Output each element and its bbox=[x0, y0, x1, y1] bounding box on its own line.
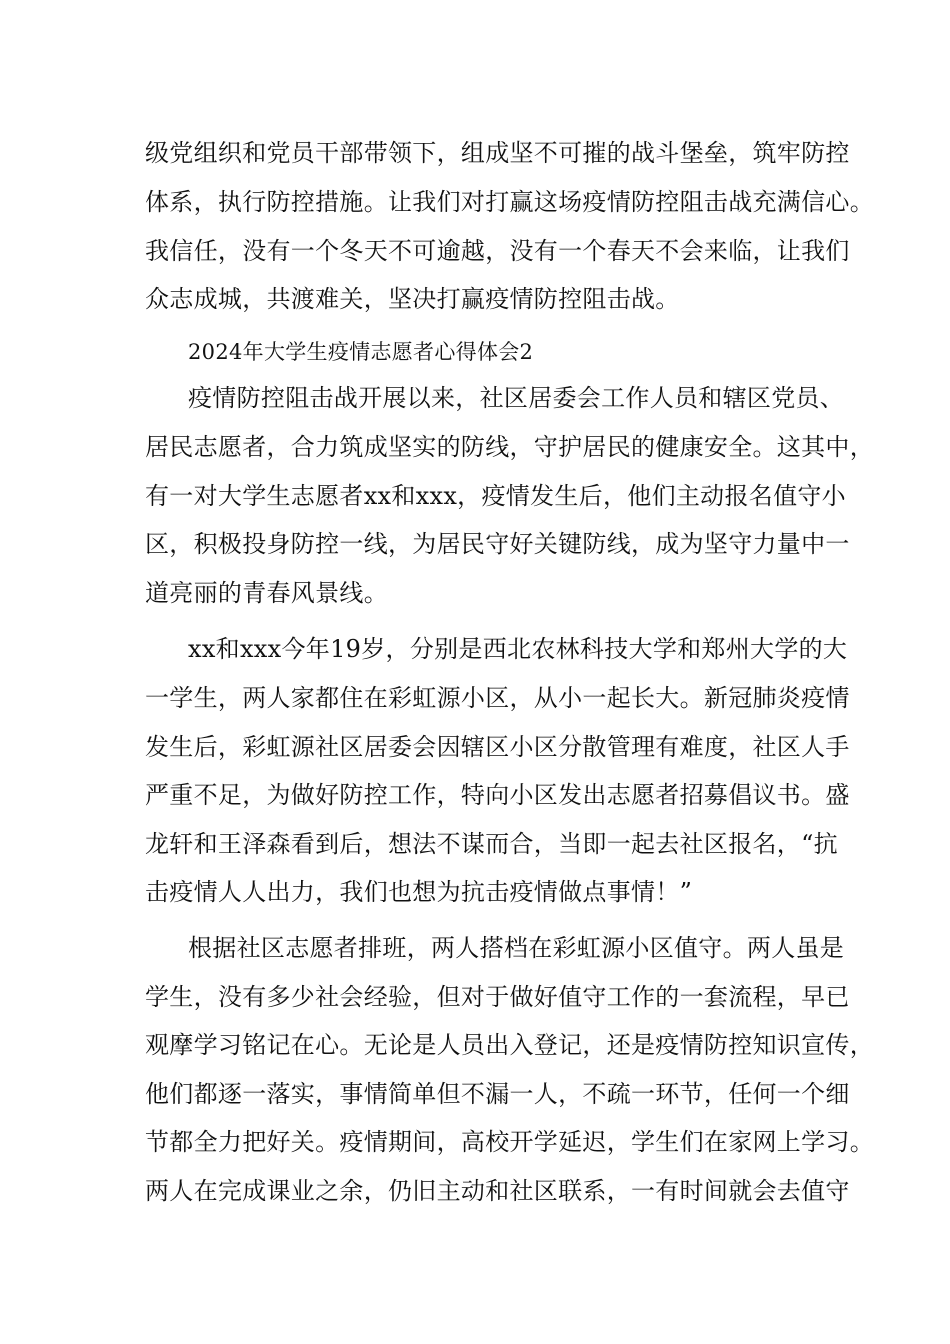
paragraph-1-line-1: 级党组织和党员干部带领下，组成坚不可摧的战斗堡垒，筑牢防控 bbox=[145, 139, 850, 167]
section-heading: 2024年大学生疫情志愿者心得体会2 bbox=[188, 340, 534, 364]
paragraph-3-line-6: 击疫情人人出力，我们也想为抗击疫情做点事情！” bbox=[145, 878, 693, 906]
paragraph-4-line-5: 节都全力把好关。疫情期间，高校开学延迟，学生们在家网上学习。 bbox=[145, 1128, 874, 1156]
paragraph-2-line-2: 居民志愿者，合力筑成坚实的防线，守护居民的健康安全。这其中， bbox=[145, 433, 874, 461]
paragraph-4-line-6: 两人在完成课业之余，仍旧主动和社区联系，一有时间就会去值守 bbox=[145, 1177, 850, 1205]
paragraph-1-line-4: 众志成城，共渡难关，坚决打赢疫情防控阻击战。 bbox=[145, 285, 680, 313]
paragraph-4-line-2: 学生，没有多少社会经验，但对于做好值守工作的一套流程，早已 bbox=[145, 983, 850, 1011]
paragraph-1-line-2: 体系，执行防控措施。让我们对打赢这场疫情防控阻击战充满信心。 bbox=[145, 188, 874, 216]
paragraph-3-line-3: 发生后，彩虹源社区居委会因辖区小区分散管理有难度，社区人手 bbox=[145, 733, 850, 761]
paragraph-4-line-1: 根据社区志愿者排班，两人搭档在彩虹源小区值守。两人虽是 bbox=[188, 934, 845, 962]
paragraph-2-line-5: 道亮丽的青春风景线。 bbox=[145, 579, 388, 607]
paragraph-2-line-4: 区，积极投身防控一线，为居民守好关键防线，成为坚守力量中一 bbox=[145, 530, 850, 558]
paragraph-3-line-4: 严重不足，为做好防控工作，特向小区发出志愿者招募倡议书。盛 bbox=[145, 781, 850, 809]
paragraph-3-line-1: xx和xxx今年19岁，分别是西北农林科技大学和郑州大学的大 bbox=[188, 635, 848, 663]
paragraph-4-line-4: 他们都逐一落实，事情简单但不漏一人，不疏一环节，任何一个细 bbox=[145, 1080, 850, 1108]
paragraph-3-line-5: 龙轩和王泽森看到后，想法不谋而合，当即一起去社区报名，“抗 bbox=[145, 830, 838, 858]
paragraph-1-line-3: 我信任，没有一个冬天不可逾越，没有一个春天不会来临，让我们 bbox=[145, 237, 850, 265]
paragraph-3-line-2: 一学生，两人家都住在彩虹源小区，从小一起长大。新冠肺炎疫情 bbox=[145, 684, 850, 712]
paragraph-2-line-3: 有一对大学生志愿者xx和xxx，疫情发生后，他们主动报名值守小 bbox=[145, 482, 846, 510]
paragraph-2-line-1: 疫情防控阻击战开展以来，社区居委会工作人员和辖区党员、 bbox=[188, 384, 845, 412]
paragraph-4-line-3: 观摩学习铭记在心。无论是人员出入登记，还是疫情防控知识宣传， bbox=[145, 1031, 874, 1059]
